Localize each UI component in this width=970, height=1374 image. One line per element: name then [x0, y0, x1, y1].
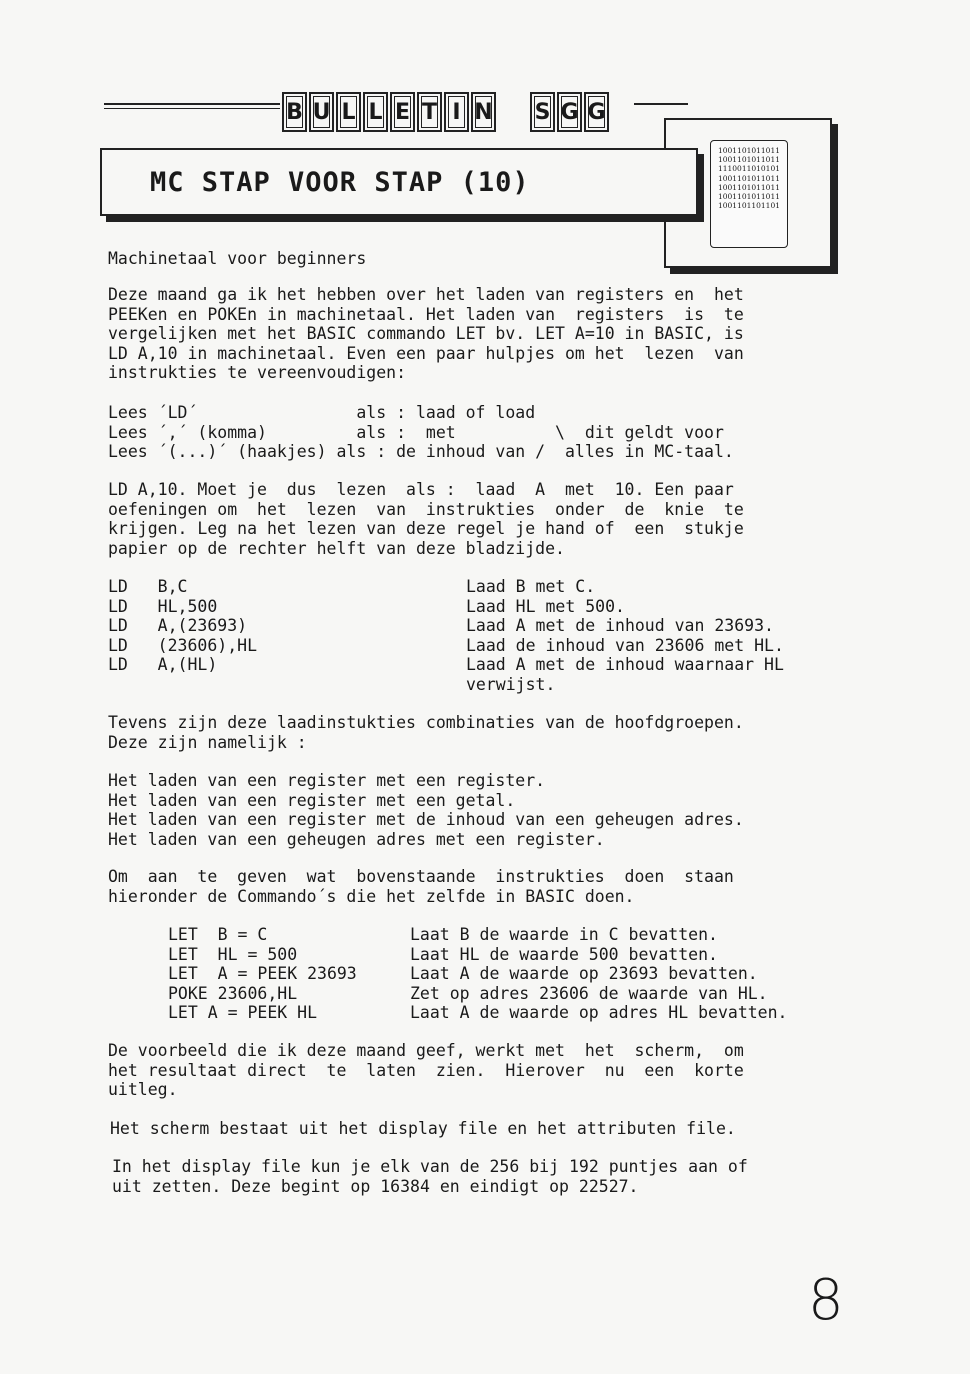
code-cell: LET A = PEEK 23693	[168, 964, 357, 983]
binary-line: 1001101011011	[717, 173, 781, 183]
table-row	[108, 616, 868, 636]
table-row	[108, 636, 868, 656]
binary-line: 1001101011011	[717, 146, 781, 155]
table-row	[168, 964, 868, 984]
desc-cell: Laad A met de inhoud waarnaar HL	[466, 655, 784, 674]
text-line: oefeningen om het lezen van instrukties onder de knie te	[108, 499, 744, 519]
code-cell: LET HL = 500	[168, 944, 298, 964]
code-cell: LD HL,500	[108, 596, 218, 616]
text-line: uit zetten. Deze begint op 16384 en eindigt op 22527.	[112, 1176, 639, 1196]
text-line: PEEKen en POKEn in machinetaal. Het laden van registers is te	[108, 304, 744, 324]
code-cell: LD (23606),HL	[108, 635, 258, 655]
ld-table	[108, 577, 868, 694]
bulletin-letter: I	[444, 92, 469, 132]
bulletin-letter: G	[557, 92, 582, 132]
text-line: LD A,10. Moet je dus lezen als : laad A met 10. Een paar	[108, 480, 734, 499]
binary-line: 1001101011011	[717, 155, 781, 165]
page-title: MC STAP VOOR STAP (10)	[150, 167, 530, 198]
table-row	[108, 655, 868, 675]
list-item: Het laden van een register met een getal.	[108, 790, 516, 810]
list-item: Het laden van een geheugen adres met een register.	[108, 829, 605, 849]
text-line: Lees ´,´ (komma) als : met \ dit geldt voor	[108, 422, 724, 442]
desc-cell: Laad de inhoud van 23606 met HL.	[466, 635, 784, 655]
table-row	[168, 945, 868, 965]
list-item: Het laden van een register met een register.	[108, 771, 546, 790]
combinations-paragraph	[108, 713, 744, 752]
basic-intro-paragraph	[108, 867, 734, 906]
bulletin-letter: N	[471, 92, 496, 132]
text-line: LD A,10 in machinetaal. Even een paar hulpjes om het lezen van	[108, 343, 744, 363]
desc-cell: Laat HL de waarde 500 bevatten.	[410, 944, 718, 964]
desc-cell: Laad B met C.	[466, 577, 596, 596]
binary-line: 1001101011011	[717, 182, 781, 192]
binary-line: 1001101101101	[717, 201, 781, 211]
basic-table	[168, 925, 868, 1023]
code-cell: LD A,(23693)	[108, 616, 248, 635]
reading-hints	[108, 403, 734, 462]
table-row	[108, 577, 868, 597]
text-line: In het display file kun je elk van de 256 bij 192 puntjes aan of	[112, 1157, 748, 1176]
table-row	[108, 597, 868, 617]
text-line: Deze zijn namelijk :	[108, 732, 307, 752]
intro-paragraph	[108, 285, 744, 383]
bulletin-logo	[282, 92, 609, 132]
bulletin-letter: S	[530, 92, 555, 132]
text-line: Lees ´(...)´ (haakjes) als : de inhoud van / alles in MC-taal.	[108, 442, 734, 461]
header-rule-left	[104, 103, 280, 105]
binary-line: 1110011010101	[717, 164, 781, 174]
text-line: vergelijken met het BASIC commando LET bv. LET A=10 in BASIC, is	[108, 324, 744, 343]
code-cell: LET A = PEEK HL	[168, 1003, 318, 1022]
header-rule-right	[634, 103, 688, 105]
header-rule-left-2	[104, 108, 280, 109]
display-paragraph	[112, 1157, 748, 1196]
text-line: Lees ´LD´ als : laad of load	[108, 403, 536, 422]
desc-cell: Zet op adres 23606 de waarde van HL.	[410, 983, 768, 1003]
exercise-paragraph	[108, 480, 744, 558]
list-item: Het laden van een register met de inhoud van een geheugen adres.	[108, 810, 744, 829]
text-line: het resultaat direct te laten zien. Hierover nu een korte	[108, 1060, 744, 1080]
text-line: papier op de rechter helft van deze bladzijde.	[108, 538, 565, 558]
page-number: 8	[808, 1268, 844, 1333]
bulletin-letter: T	[417, 92, 442, 132]
bulletin-letter: B	[282, 92, 307, 132]
table-row	[168, 1003, 868, 1023]
code-cell: LD A,(HL)	[108, 655, 218, 674]
screen-paragraph: Het scherm bestaat uit het display file en het attributen file.	[110, 1119, 736, 1138]
desc-cell: Laad A met de inhoud van 23693.	[466, 616, 774, 635]
text-line: instrukties te vereenvoudigen:	[108, 363, 407, 382]
desc-cell: Laat A de waarde op 23693 bevatten.	[410, 964, 758, 983]
code-cell: LD B,C	[108, 577, 188, 596]
bulletin-letter: L	[336, 92, 361, 132]
text-line: hieronder de Commando´s die het zelfde in BASIC doen.	[108, 886, 635, 906]
groups-list	[108, 771, 744, 849]
desc-cell: verwijst.	[466, 674, 556, 694]
desc-cell: Laat A de waarde op adres HL bevatten.	[410, 1003, 788, 1022]
desc-cell: Laat B de waarde in C bevatten.	[410, 925, 718, 944]
table-row	[168, 984, 868, 1004]
binary-scroll-icon	[710, 140, 788, 248]
bulletin-letter: U	[309, 92, 334, 132]
bulletin-letter: G	[584, 92, 609, 132]
text-line: Om aan te geven wat bovenstaande instrukties doen staan	[108, 867, 734, 886]
bulletin-letter: E	[390, 92, 415, 132]
table-row	[168, 925, 868, 945]
table-row	[108, 675, 868, 695]
text-line: uitleg.	[108, 1080, 178, 1099]
bulletin-letter: L	[363, 92, 388, 132]
text-line: Deze maand ga ik het hebben over het laden van registers en het	[108, 285, 744, 304]
title-panel	[100, 148, 698, 216]
desc-cell: Laad HL met 500.	[466, 596, 625, 616]
text-line: krijgen. Leg na het lezen van deze regel je hand of een stukje	[108, 519, 744, 538]
example-paragraph	[108, 1041, 744, 1100]
code-cell: POKE 23606,HL	[168, 983, 298, 1003]
code-cell: LET B = C	[168, 925, 268, 944]
text-line: De voorbeeld die ik deze maand geef, werkt met het scherm, om	[108, 1041, 744, 1060]
text-line: Tevens zijn deze laadinstukties combinaties van de hoofdgroepen.	[108, 713, 744, 732]
binary-line: 1001101011011	[717, 192, 781, 202]
subtitle: Machinetaal voor beginners	[108, 249, 367, 268]
